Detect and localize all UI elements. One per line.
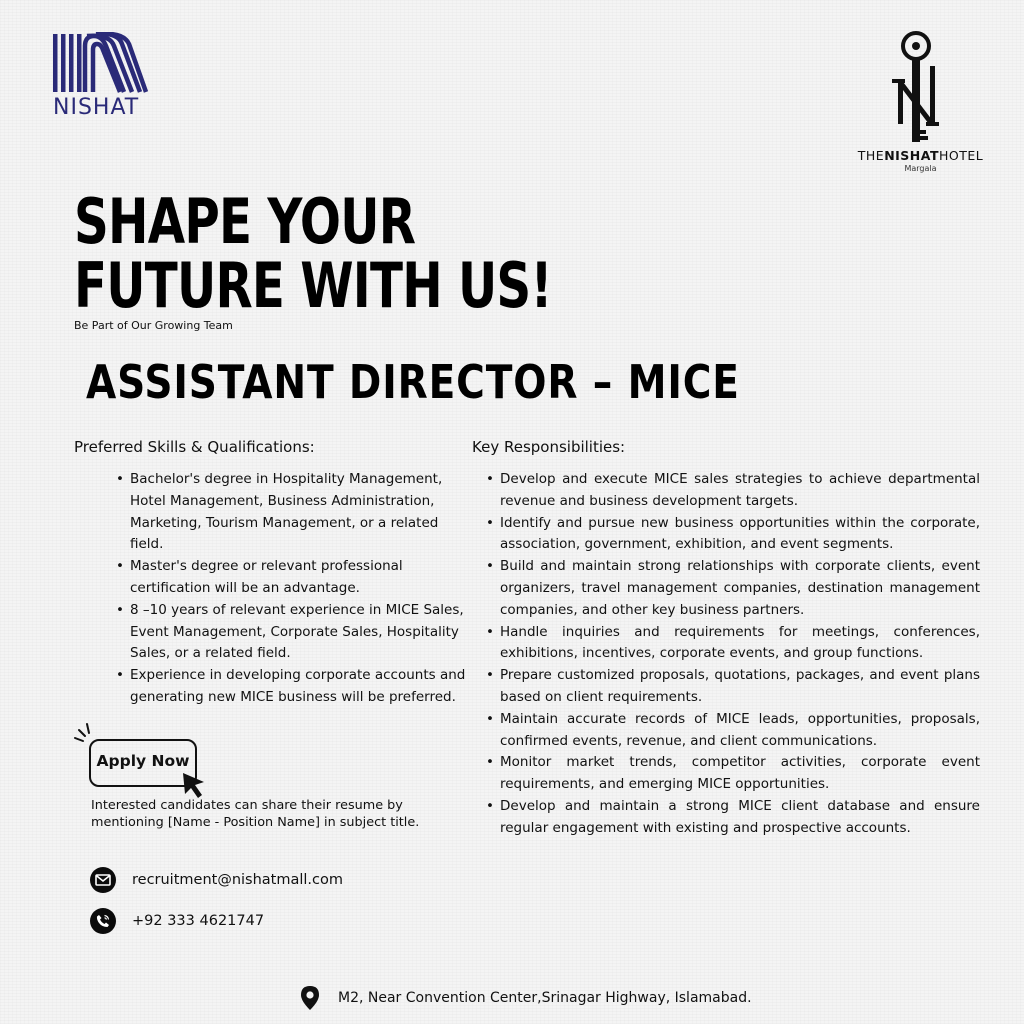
list-item: • Build and maintain strong relationships with corporate clients, event organizers, travel management companies, destination management companies, and other key business partners. [486,556,980,621]
list-item: • Experience in developing corporate accounts and generating new MICE business will be preferred. [116,665,468,709]
location-pin-icon [300,985,320,1011]
list-item: • Prepare customized proposals, quotations, packages, and event plans based on client requirements. [486,665,980,709]
nishat-mark-icon [52,32,148,94]
email-contact[interactable] [90,867,343,893]
address-text: M2, Near Convention Center,Srinagar Highway, Islamabad. [338,990,752,1006]
hotel-location: Margala [904,164,937,173]
tagline: Be Part of Our Growing Team [74,319,233,332]
envelope-icon [90,867,116,893]
list-item: • Identify and pursue new business opportunities within the corporate, association, government, exhibition, and event segments. [486,513,980,557]
skills-list [116,469,468,709]
skills-heading: Preferred Skills & Qualifications: [74,438,315,456]
email-address[interactable]: recruitment@nishatmall.com [132,872,344,888]
nishat-logo [52,32,152,124]
hotel-name: THENISHATHOTEL [857,148,984,163]
headline [74,185,552,322]
headline-line-1: SHAPE YOUR [74,185,416,258]
apply-now-button[interactable]: Apply Now [89,739,197,787]
hotel-logo [848,30,993,180]
apply-instructions: Interested candidates can share their resume by mentioning [Name - Position Name] in subject title. [91,798,420,830]
list-item: • Develop and execute MICE sales strategies to achieve departmental revenue and business development targets. [486,469,980,513]
cursor-icon [180,770,208,800]
key-logo-icon [848,30,993,146]
list-item: • Master's degree or relevant professional certification will be an advantage. [116,556,468,600]
phone-contact[interactable] [90,908,264,934]
list-item: • Handle inquiries and requirements for meetings, conferences, exhibitions, incentives, corporate events, and group functions. [486,622,980,666]
phone-icon [90,908,116,934]
list-item: • Develop and maintain a strong MICE client database and ensure regular engagement with existing and prospective accounts. [486,796,980,840]
responsibilities-list [486,469,980,840]
list-item: • Maintain accurate records of MICE leads, opportunities, proposals, confirmed events, revenue, and client communications. [486,709,980,753]
list-item: • Bachelor's degree in Hospitality Management, Hotel Management, Business Administration, Marketing, Tourism Management, or a related field. [116,469,468,556]
list-item: • 8 –10 years of relevant experience in MICE Sales, Event Management, Corporate Sales, Hospitality Sales, or a related field. [116,600,468,665]
list-item: • Monitor market trends, competitor activities, corporate event requirements, and emerging MICE opportunities. [486,752,980,796]
address-contact [300,985,752,1011]
headline-line-2: FUTURE WITH US! [74,249,552,322]
responsibilities-heading: Key Responsibilities: [472,438,626,456]
phone-number[interactable]: +92 333 4621747 [132,913,265,929]
nishat-logo-text: NISHAT [53,95,140,120]
spark-icon [72,722,94,744]
job-title: ASSISTANT DIRECTOR – MICE [86,355,740,409]
